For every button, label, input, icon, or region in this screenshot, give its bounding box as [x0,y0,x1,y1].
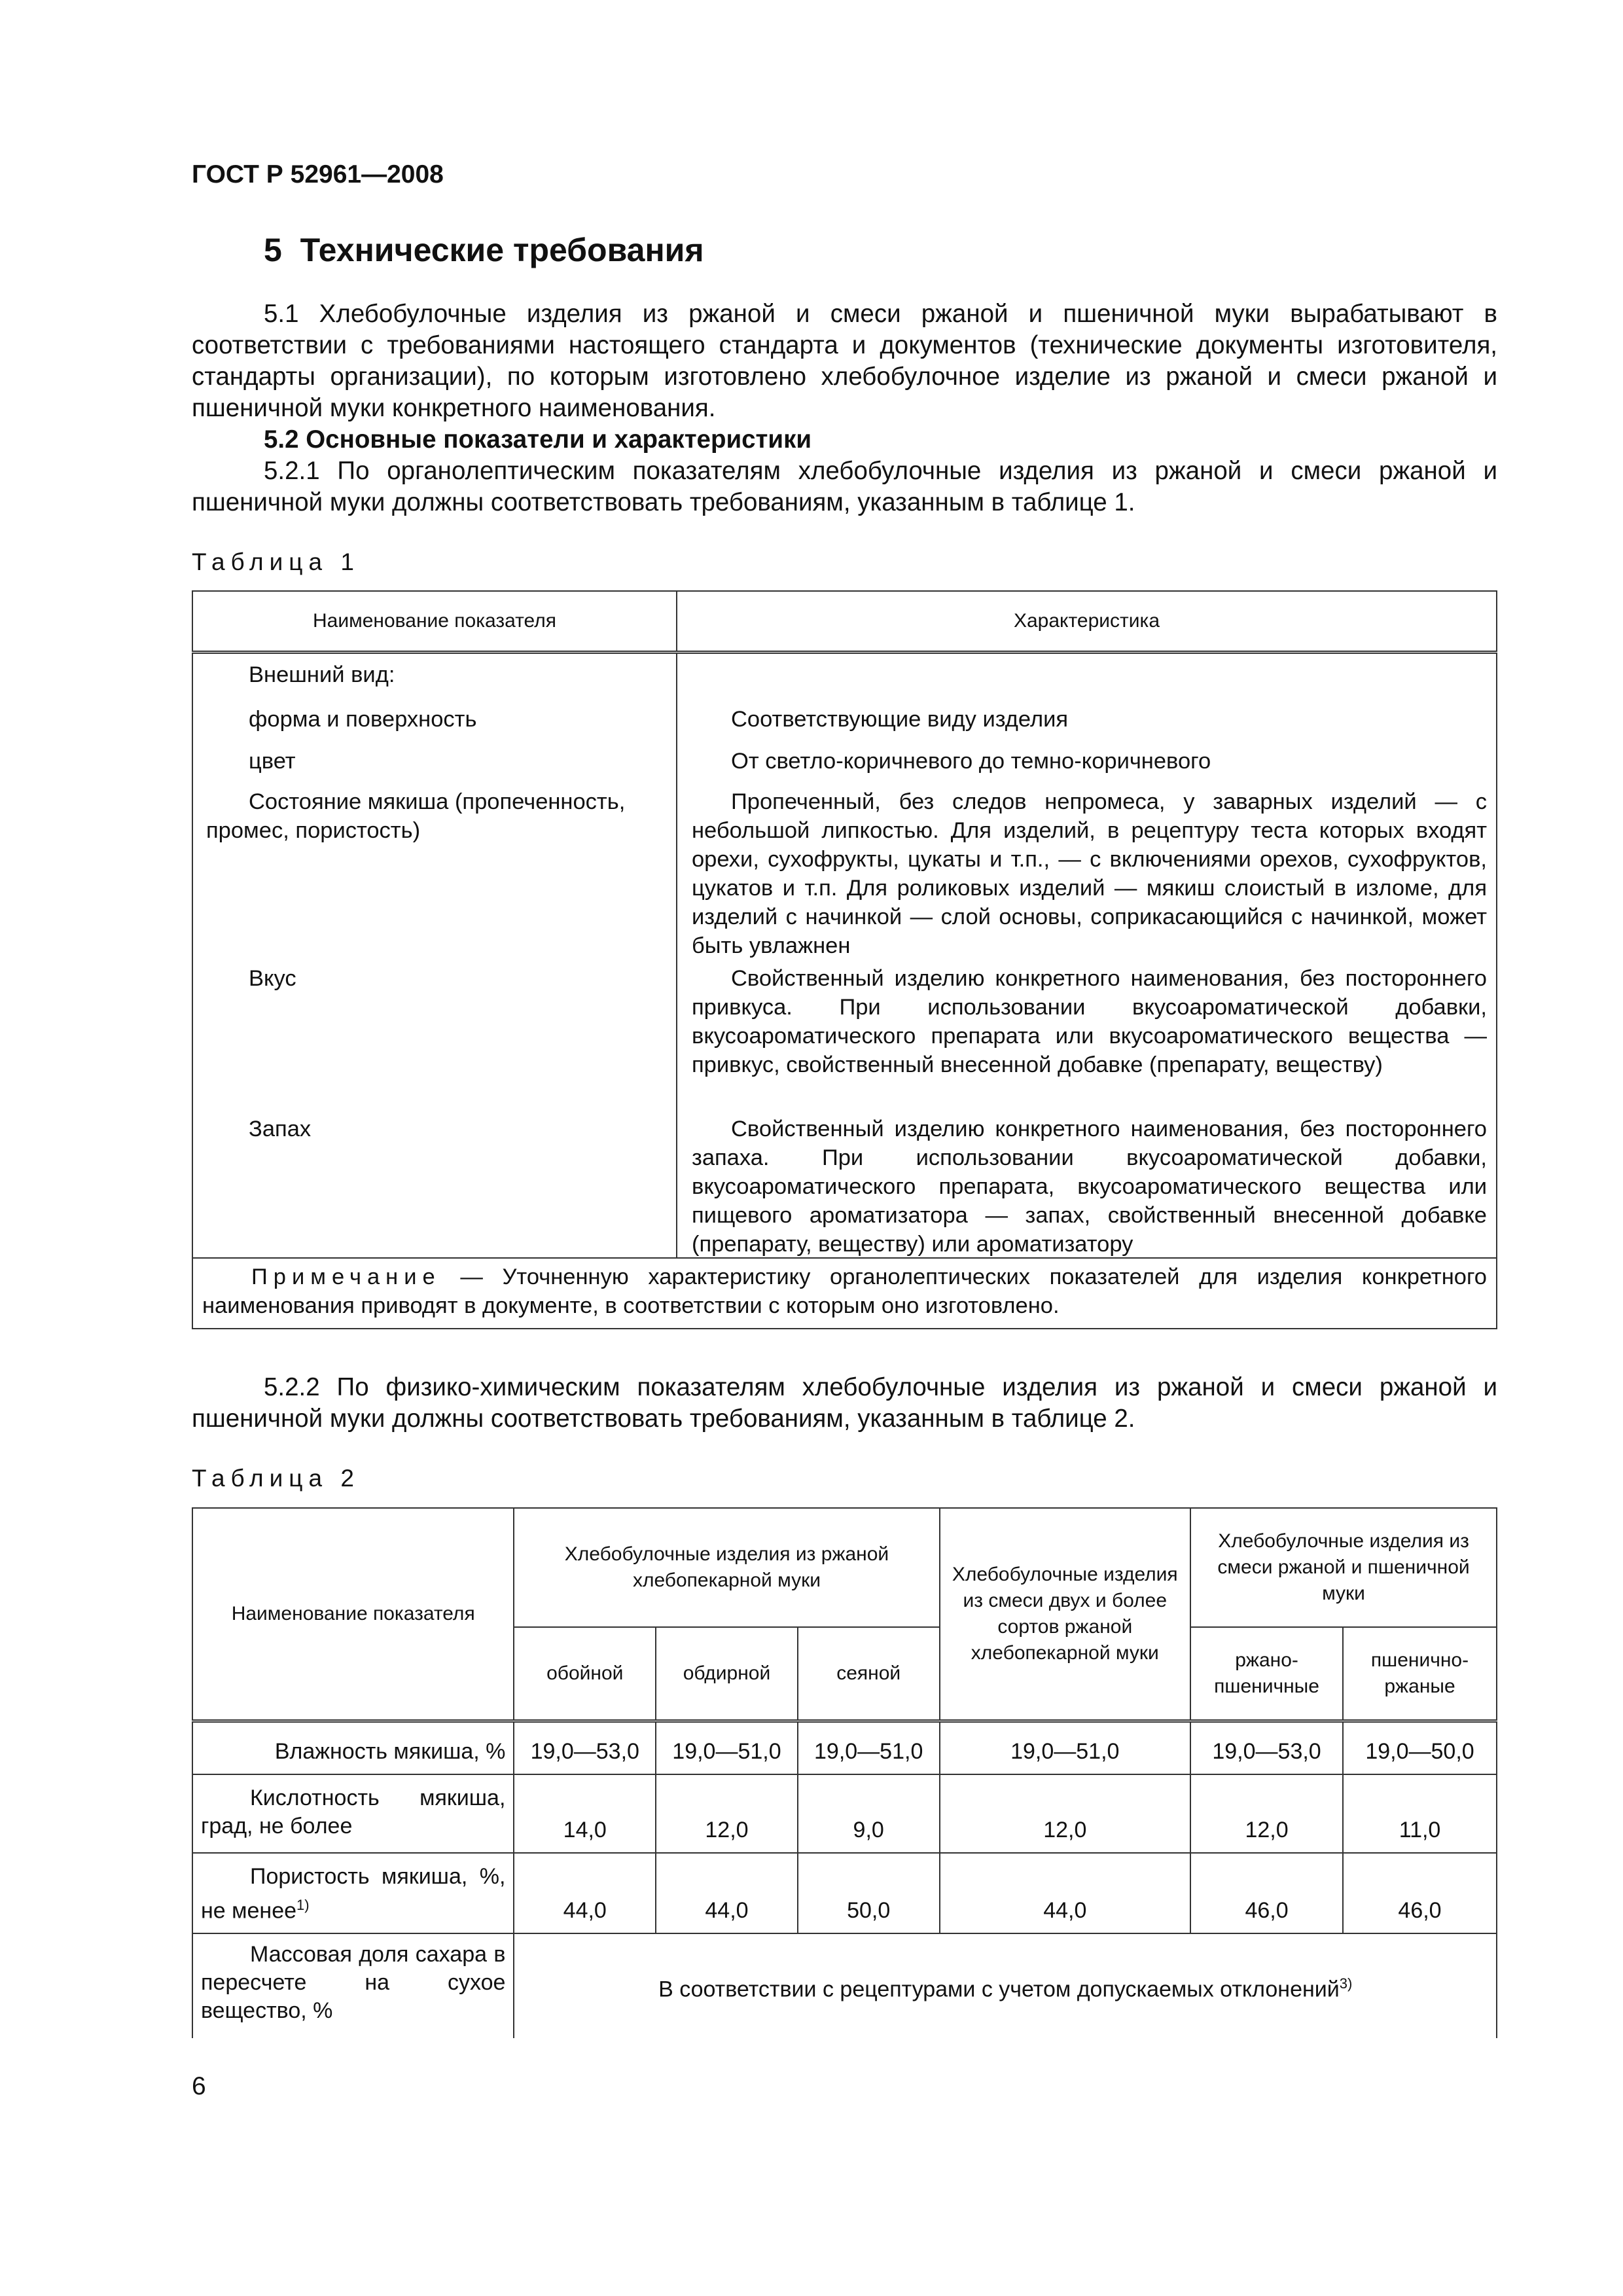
table-1-values-cell [677,653,1497,1259]
table-1-row-name: цвет [249,749,296,774]
table-1-row-name: форма и поверхность [249,707,477,732]
table-2-cell: 44,0 [656,1853,798,1933]
table-2-row-name: Влажность мякиша, % [192,1721,514,1774]
paragraph-5-1 [192,298,1497,424]
table-2 [192,1507,1497,2038]
table-row [192,1774,1497,1853]
table-1-header-name: Наименование показателя [192,591,677,653]
table-1-caption: Таблица 1 [192,548,360,575]
table-2-cell: 12,0 [656,1774,798,1853]
paragraph-5-2-1-text: 5.2.1 По органолептическим показателям хлебобулочные изделия из ржаной и смеси ржаной и пшеничной муки должны соответствовать требованиям, указанным в таблице 1. [192,457,1497,516]
table-1-names-cell [192,653,677,1259]
section-title: 5 Технические требования [264,232,704,268]
table-2-subheader: сеяной [798,1627,940,1721]
table-1-header-characteristic: Характеристика [677,591,1497,653]
table-2-merged-text: В соответствии с рецептурами с учетом допускаемых отклонений [658,1976,1340,2001]
paragraph-5-2-2 [192,1372,1497,1435]
table-2-header-name: Наименование показателя [192,1508,514,1721]
table-1-row-value: Пропеченный, без следов непромеса, у заварных изделий — с небольшой липкостью. Для изделий, в рецептуру теста которых входят орехи, сухофрукты, цукаты и т.п., — с включениями орехов, сухофруктов, цукатов и т.п. Для роликовых изделий — мякиш слоистый в изломе, для изделий с начинкой — слой основы, соприкасающийся с начинкой, может быть увлажнен [692,789,1487,958]
table-2-cell: 12,0 [940,1774,1191,1853]
table-2-subheader: обойной [514,1627,656,1721]
table-2-cell: 12,0 [1190,1774,1343,1853]
table-2-header-mix-two: Хлебобулочные изделия из смеси двух и более сортов ржаной хлебопекарной муки [940,1508,1191,1721]
paragraph-5-2-2-text: 5.2.2 По физико-химическим показателям хлебобулочные изделия из ржаной и смеси ржаной и пшеничной муки должны соответствовать требованиям, указанным в таблице 2. [192,1373,1497,1433]
table-1-row-name: Состояние мякиша (пропеченность, промес, пористость) [206,789,626,843]
table-1-row-name: Внешний вид: [249,662,395,687]
table-2-cell: 44,0 [514,1853,656,1933]
table-1-note-label: Примечание [251,1265,441,1289]
table-2-cell: 9,0 [798,1774,940,1853]
table-2-row-name: Массовая доля сахара в пересчете на сухое вещество, % [192,1933,514,2038]
table-2-cell: 14,0 [514,1774,656,1853]
page-number: 6 [192,2072,206,2100]
footnote-ref: 1) [296,1897,310,1913]
table-2-cell: 19,0—51,0 [798,1721,940,1774]
table-1-row-value: Свойственный изделию конкретного наименования, без постороннего привкуса. При использовании вкусоароматической добавки, вкусоароматического препарата или вкусоароматического вещества — привкус, свойственный внесенной добавке (препарату, веществу) [692,966,1487,1077]
table-row [192,1721,1497,1774]
table-2-cell: 11,0 [1343,1774,1497,1853]
table-1-row-value: Соответствующие виду изделия [731,707,1069,732]
document-code: ГОСТ Р 52961—2008 [192,160,444,188]
table-2-row-name [192,1853,514,1933]
table-2-cell: 46,0 [1343,1853,1497,1933]
table-2-subheader: обдирной [656,1627,798,1721]
table-2-cell: 19,0—53,0 [1190,1721,1343,1774]
table-2-cell: 19,0—51,0 [656,1721,798,1774]
table-2-cell: 19,0—53,0 [514,1721,656,1774]
table-1-row-value: Свойственный изделию конкретного наименования, без постороннего запаха. При использовании вкусоароматической добавки, вкусоароматического препарата, вкусоароматического вещества или пищевого ароматизатора — запах, свойственный внесенной добавке (препарату, веществу) или ароматизатору [692,1117,1487,1257]
table-2-cell: 19,0—51,0 [940,1721,1191,1774]
table-1-note [192,1258,1497,1329]
paragraph-5-2-1 [192,456,1497,518]
table-2-row-name: Кислотность мякиша, град, не более [192,1774,514,1853]
table-2-header-mix: Хлебобулочные изделия из смеси ржаной и пшеничной муки [1190,1508,1497,1627]
paragraph-5-2 [192,424,1497,456]
table-row [192,1853,1497,1933]
table-2-cell: 44,0 [940,1853,1191,1933]
table-2-cell: 46,0 [1190,1853,1343,1933]
table-2-header-rye: Хлебобулочные изделия из ржаной хлебопекарной муки [514,1508,939,1627]
table-1-row-value: От светло-коричневого до темно-коричневого [731,749,1211,774]
paragraph-5-2-text: 5.2 Основные показатели и характеристики [264,425,812,454]
table-2-subheader: ржано-пшеничные [1190,1627,1343,1721]
table-1-row-name: Вкус [249,966,296,991]
table-1 [192,590,1497,1329]
table-1-row-name: Запах [249,1117,312,1141]
table-row [192,1933,1497,2038]
paragraph-5-1-text: 5.1 Хлебобулочные изделия из ржаной и смеси ржаной и пшеничной муки вырабатывают в соответствии с требованиями настоящего стандарта и документов (технические документы изготовителя, стандарты организации), по которым изготовлено хлебобулочное изделие из ржаной и смеси ржаной и пшеничной муки конкретного наименования. [192,300,1497,422]
table-1-note-text: — Уточненную характеристику органолептических показателей для изделия конкретного наименования приводят в документе, в соответствии с которым оно изготовлено. [202,1265,1487,1318]
footnote-ref: 3) [1339,1975,1353,1992]
table-2-row-name-text: Пористость мякиша, %, не менее [201,1864,506,1924]
table-2-merged-cell [514,1933,1497,2038]
table-2-subheader: пшенично-ржаные [1343,1627,1497,1721]
table-2-cell: 19,0—50,0 [1343,1721,1497,1774]
table-2-caption: Таблица 2 [192,1465,360,1492]
table-2-cell: 50,0 [798,1853,940,1933]
